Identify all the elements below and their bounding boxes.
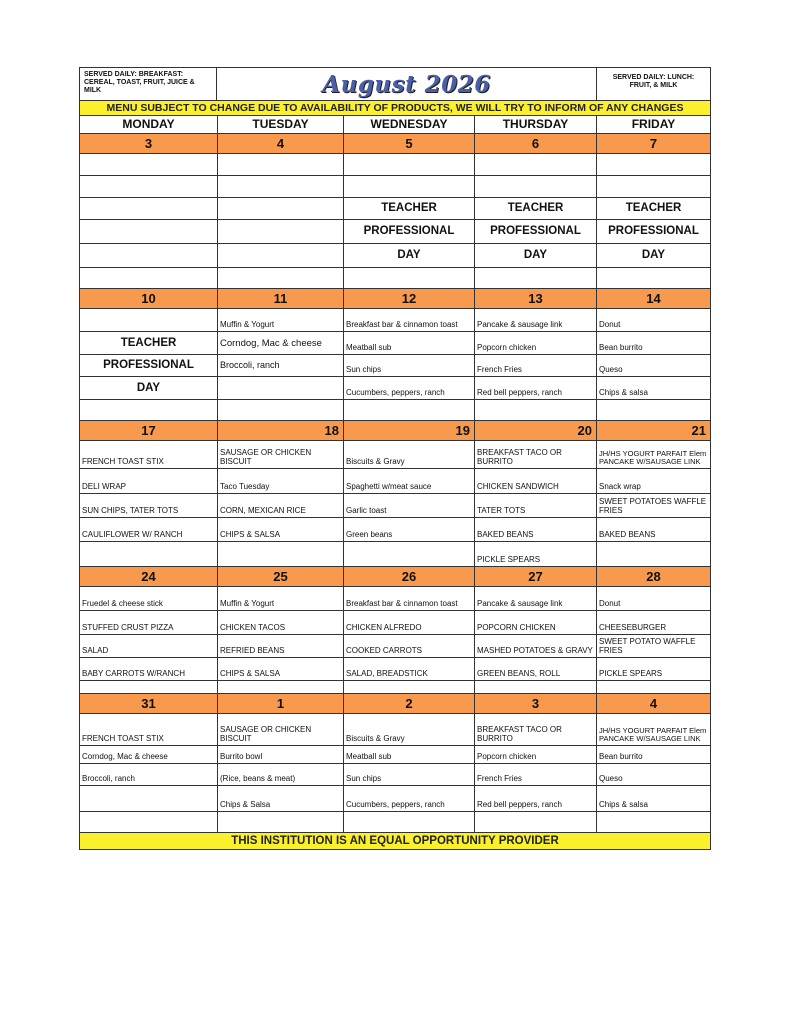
menu-item	[475, 154, 596, 176]
menu-item	[80, 309, 217, 332]
menu-item	[80, 268, 217, 288]
day-column	[597, 441, 710, 566]
day-column	[218, 154, 344, 288]
menu-item: Muffin & Yogurt	[218, 587, 343, 611]
date-number: 27	[475, 567, 597, 586]
date-number: 4	[218, 134, 344, 153]
day-column	[344, 714, 475, 832]
menu-item: Meatball sub	[344, 746, 474, 764]
date-number: 19	[344, 421, 475, 440]
menu-item	[344, 542, 474, 566]
day-column	[597, 587, 710, 693]
menu-calendar	[79, 67, 711, 850]
day-column	[218, 441, 344, 566]
date-number: 3	[475, 694, 597, 713]
menu-item: DELI WRAP	[80, 469, 217, 494]
menu-item	[80, 220, 217, 244]
menu-item: TEACHER	[344, 198, 474, 220]
day-name-wednesday: WEDNESDAY	[344, 116, 475, 133]
menu-item	[475, 176, 596, 198]
menu-item: Snack wrap	[597, 469, 710, 494]
date-number: 26	[344, 567, 475, 586]
day-column	[475, 154, 597, 288]
date-number: 1	[218, 694, 344, 713]
day-column	[218, 587, 344, 693]
date-number: 24	[80, 567, 218, 586]
menu-item: PICKLE SPEARS	[597, 658, 710, 681]
menu-item	[344, 176, 474, 198]
menu-item: SALAD, BREADSTICK	[344, 658, 474, 681]
date-number: 5	[344, 134, 475, 153]
date-number: 18	[218, 421, 344, 440]
menu-item: CHICKEN SANDWICH	[475, 469, 596, 494]
menu-item: Garlic toast	[344, 494, 474, 518]
menu-item: PROFESSIONAL	[597, 220, 710, 244]
day-column	[344, 154, 475, 288]
menu-item: DAY	[80, 377, 217, 400]
week-3	[80, 421, 710, 567]
day-name-thursday: THURSDAY	[475, 116, 597, 133]
menu-item	[218, 244, 343, 268]
menu-item	[80, 400, 217, 420]
date-number: 10	[80, 289, 218, 308]
date-number: 3	[80, 134, 218, 153]
menu-item	[344, 400, 474, 420]
menu-item: French Fries	[475, 355, 596, 377]
date-number: 28	[646, 569, 661, 584]
menu-item: BREAKFAST TACO OR BURRITO	[475, 441, 596, 469]
day-name-friday: FRIDAY	[631, 117, 676, 131]
date-number: 21	[691, 423, 706, 438]
menu-item: BABY CARROTS W/RANCH	[80, 658, 217, 681]
menu-item: Popcorn chicken	[475, 332, 596, 355]
menu-item: Donut	[597, 309, 710, 332]
menu-item: CHEESEBURGER	[597, 611, 710, 635]
title-cell	[217, 68, 596, 100]
menu-columns	[80, 441, 710, 566]
date-number: 2	[344, 694, 475, 713]
menu-item: DAY	[344, 244, 474, 268]
menu-item: PROFESSIONAL	[344, 220, 474, 244]
menu-item: POPCORN CHICKEN	[475, 611, 596, 635]
menu-item	[597, 268, 710, 288]
menu-item: Breakfast bar & cinnamon toast	[344, 587, 474, 611]
menu-item: Red bell peppers, ranch	[475, 786, 596, 812]
menu-item	[218, 681, 343, 693]
day-name-tuesday: TUESDAY	[218, 116, 344, 133]
menu-item: BREAKFAST TACO OR BURRITO	[475, 714, 596, 746]
date-number: 6	[475, 134, 597, 153]
date-number: 4	[649, 696, 658, 711]
menu-item	[597, 176, 710, 198]
menu-item: Popcorn chicken	[475, 746, 596, 764]
menu-item: Pancake & sausage link	[475, 309, 596, 332]
menu-item: Muffin & Yogurt	[218, 309, 343, 332]
menu-item: TEACHER	[80, 332, 217, 355]
menu-item: Queso	[597, 355, 710, 377]
menu-item: Sun chips	[344, 355, 474, 377]
menu-item	[218, 268, 343, 288]
menu-item	[80, 244, 217, 268]
menu-item: SWEET POTATOES WAFFLE FRIES	[597, 494, 710, 518]
menu-item: TEACHER	[475, 198, 596, 220]
day-column	[344, 309, 475, 420]
breakfast-note: SERVED DAILY: BREAKFAST: CEREAL, TOAST, FRUIT, JUICE & MILK	[80, 68, 217, 100]
menu-item: Chips & salsa	[597, 786, 710, 812]
menu-item: PROFESSIONAL	[80, 355, 217, 377]
week-1	[80, 134, 710, 289]
menu-item: Broccoli, ranch	[80, 764, 217, 786]
week-2	[80, 289, 710, 421]
menu-item	[475, 812, 596, 832]
menu-item: CAULIFLOWER W/ RANCH	[80, 518, 217, 542]
menu-item: Cucumbers, peppers, ranch	[344, 786, 474, 812]
menu-item: MASHED POTATOES & GRAVY	[475, 635, 596, 658]
change-notice-banner: MENU SUBJECT TO CHANGE DUE TO AVAILABILITY OF PRODUCTS, WE WILL TRY TO INFORM OF ANY CHANGES	[80, 101, 710, 116]
menu-item: Pancake & sausage link	[475, 587, 596, 611]
date-number: 31	[80, 694, 218, 713]
date-number: 7	[649, 136, 658, 151]
date-row	[80, 134, 710, 154]
date-number: 25	[218, 567, 344, 586]
menu-item: Sun chips	[344, 764, 474, 786]
day-column	[80, 441, 218, 566]
menu-item: SUN CHIPS, TATER TOTS	[80, 494, 217, 518]
menu-item	[218, 154, 343, 176]
menu-item: TEACHER	[597, 198, 710, 220]
menu-item: Biscuits & Gravy	[344, 714, 474, 746]
menu-item: JH/HS YOGURT PARFAIT Elem PANCAKE W/SAUSAGE LINK	[597, 441, 710, 469]
menu-item: Corndog, Mac & cheese	[80, 746, 217, 764]
menu-item	[218, 400, 343, 420]
menu-item: PICKLE SPEARS	[477, 555, 541, 564]
menu-item	[80, 542, 217, 566]
menu-item: PROFESSIONAL	[475, 220, 596, 244]
week-4	[80, 567, 710, 694]
date-row	[80, 289, 710, 309]
day-column	[80, 309, 218, 420]
menu-columns	[80, 154, 710, 288]
menu-item: JH/HS YOGURT PARFAIT Elem PANCAKE W/SAUSAGE LINK	[597, 714, 710, 746]
menu-item	[218, 176, 343, 198]
day-names-row	[80, 116, 710, 134]
menu-item: BAKED BEANS	[475, 518, 596, 542]
menu-item: CHIPS & SALSA	[218, 658, 343, 681]
menu-item	[218, 812, 343, 832]
menu-item	[344, 681, 474, 693]
menu-item: Corndog, Mac & cheese	[218, 332, 343, 355]
date-number: 12	[344, 289, 475, 308]
menu-item	[80, 786, 217, 812]
menu-item: Chips & Salsa	[218, 786, 343, 812]
day-column	[80, 154, 218, 288]
date-number: 17	[80, 421, 218, 440]
menu-item	[344, 268, 474, 288]
menu-item	[475, 681, 596, 693]
day-column	[597, 309, 710, 420]
menu-columns	[80, 587, 710, 693]
menu-item	[597, 681, 710, 693]
menu-item: CHICKEN ALFREDO	[344, 611, 474, 635]
menu-item: FRENCH TOAST STIX	[80, 441, 217, 469]
menu-item: Burrito bowl	[218, 746, 343, 764]
date-row	[80, 567, 710, 587]
page-title: August 2026	[322, 70, 491, 98]
equal-opportunity-footer: THIS INSTITUTION IS AN EQUAL OPPORTUNITY PROVIDER	[80, 833, 710, 849]
menu-item	[475, 400, 596, 420]
menu-item: CHIPS & SALSA	[218, 518, 343, 542]
menu-item: Broccoli, ranch	[218, 355, 343, 377]
menu-item: Donut	[597, 587, 710, 611]
menu-item	[80, 176, 217, 198]
day-column	[80, 587, 218, 693]
date-number: 13	[475, 289, 597, 308]
menu-item: CHICKEN TACOS	[218, 611, 343, 635]
menu-item: REFRIED BEANS	[218, 635, 343, 658]
menu-item: STUFFED CRUST PIZZA	[80, 611, 217, 635]
menu-columns	[80, 309, 710, 420]
menu-item	[80, 681, 217, 693]
lunch-note: SERVED DAILY: LUNCH: FRUIT, & MILK	[596, 68, 710, 100]
menu-item: COOKED CARROTS	[344, 635, 474, 658]
menu-item: Red bell peppers, ranch	[475, 377, 596, 400]
day-column	[597, 154, 710, 288]
menu-item: GREEN BEANS, ROLL	[475, 658, 596, 681]
menu-item: SWEET POTATO WAFFLE FRIES	[597, 635, 710, 658]
menu-item	[218, 542, 343, 566]
menu-item	[218, 377, 343, 400]
day-column	[344, 441, 475, 566]
date-row	[80, 694, 710, 714]
menu-item: SALAD	[80, 635, 217, 658]
menu-item: (Rice, beans & meat)	[218, 764, 343, 786]
day-column	[475, 714, 597, 832]
menu-columns	[80, 714, 710, 832]
menu-item: TATER TOTS	[475, 494, 596, 518]
day-column	[344, 587, 475, 693]
menu-item: FRENCH TOAST STIX	[80, 714, 217, 746]
menu-item: SAUSAGE OR CHICKEN BISCUIT	[218, 714, 343, 746]
menu-item: Breakfast bar & cinnamon toast	[344, 309, 474, 332]
day-column	[475, 441, 597, 566]
header-row	[80, 68, 710, 101]
menu-item	[344, 812, 474, 832]
menu-item	[80, 154, 217, 176]
menu-item: DAY	[475, 244, 596, 268]
menu-item	[344, 154, 474, 176]
week-5	[80, 694, 710, 833]
menu-item: Fruedel & cheese stick	[80, 587, 217, 611]
day-column	[80, 714, 218, 832]
day-column	[218, 714, 344, 832]
menu-item: Taco Tuesday	[218, 469, 343, 494]
menu-item: French Fries	[475, 764, 596, 786]
date-number: 20	[475, 421, 597, 440]
menu-item: Bean burrito	[597, 746, 710, 764]
menu-item	[597, 154, 710, 176]
menu-item: Queso	[597, 764, 710, 786]
menu-item: CORN, MEXICAN RICE	[218, 494, 343, 518]
menu-item	[80, 812, 217, 832]
day-column	[218, 309, 344, 420]
menu-item	[80, 198, 217, 220]
date-number: 14	[646, 291, 661, 306]
menu-item: Spaghetti w/meat sauce	[344, 469, 474, 494]
menu-item: Cucumbers, peppers, ranch	[344, 377, 474, 400]
day-column	[597, 714, 710, 832]
date-number: 11	[218, 289, 344, 308]
menu-item: Bean burrito	[597, 332, 710, 355]
menu-item: BAKED BEANS	[597, 518, 710, 542]
date-row	[80, 421, 710, 441]
menu-item: Green beans	[344, 518, 474, 542]
menu-item: Meatball sub	[344, 332, 474, 355]
menu-item: Biscuits & Gravy	[344, 441, 474, 469]
menu-item	[218, 198, 343, 220]
menu-item	[475, 268, 596, 288]
menu-item	[597, 542, 710, 566]
menu-item	[597, 812, 710, 832]
day-name-monday: MONDAY	[80, 116, 218, 133]
day-column	[475, 309, 597, 420]
menu-item: DAY	[597, 244, 710, 268]
menu-item: SAUSAGE OR CHICKEN BISCUIT	[218, 441, 343, 469]
menu-item: Chips & salsa	[597, 377, 710, 400]
menu-item	[218, 220, 343, 244]
menu-item	[597, 400, 710, 420]
day-column	[475, 587, 597, 693]
